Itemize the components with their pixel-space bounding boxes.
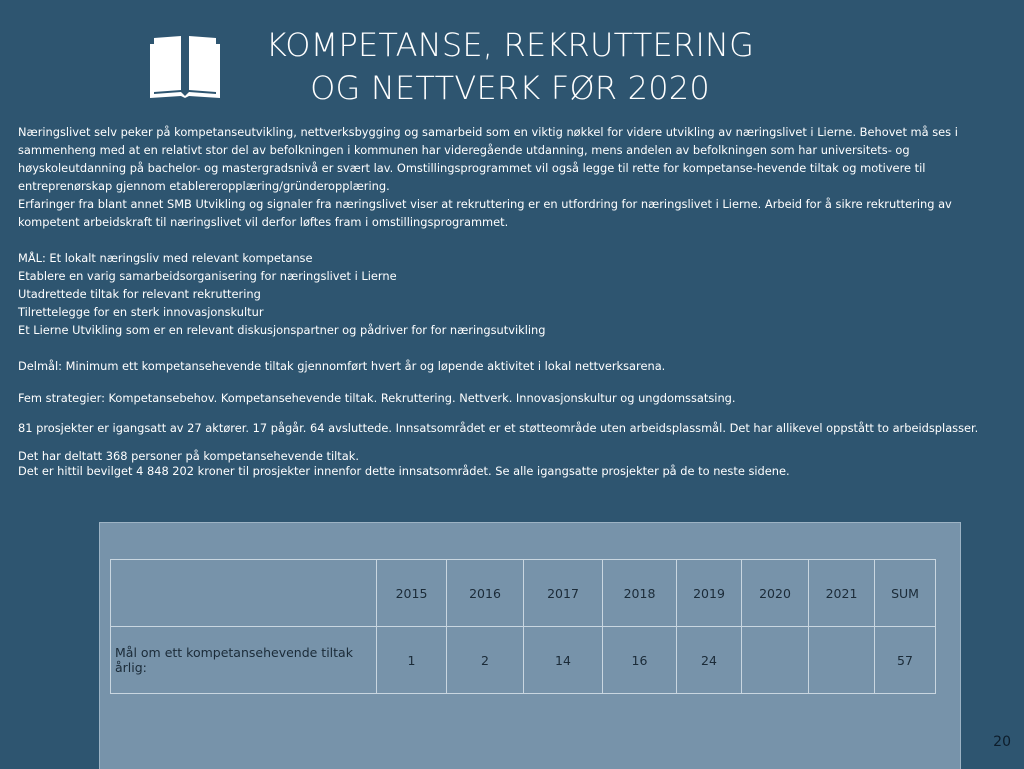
title-line-2: OG NETTVERK FØR 2020 — [310, 69, 710, 107]
table-cell: 57 — [875, 627, 936, 694]
table-panel — [99, 522, 961, 769]
goal-heading: MÅL: Et lokalt næringsliv med relevant kompetanse — [18, 251, 313, 265]
table-cell: 14 — [524, 627, 603, 694]
goal-item: Etablere en varig samarbeidsorganisering for næringslivet i Lierne — [18, 269, 397, 283]
table-header-row — [111, 560, 936, 627]
table-header-cell: 2021 — [809, 560, 875, 627]
table-header-cell: 2018 — [603, 560, 677, 627]
table-header-cell — [111, 560, 377, 627]
table-cell — [809, 627, 875, 694]
goal-item: Tilrettelegge for en sterk innovasjonskultur — [18, 305, 264, 319]
goal-item: Utadrettede tiltak for relevant rekruttering — [18, 287, 261, 301]
recruitment-paragraph: Erfaringer fra blant annet SMB Utvikling og signaler fra næringslivet viser at rekruttering er en utfordring for næringslivet i Lierne. Arbeid for å sikre rekruttering av kompetent arbeidskraft til næringslivet vil derfor løftes fram i omstillingsprogrammet. — [18, 197, 952, 229]
open-book-icon — [150, 32, 220, 98]
table-header-cell: 2019 — [677, 560, 742, 627]
table-header-cell: 2016 — [447, 560, 524, 627]
body-text — [18, 123, 1014, 479]
table-header-cell: 2017 — [524, 560, 603, 627]
projects-summary: 81 prosjekter er igangsatt av 27 aktører. 17 pågår. 64 avsluttede. Innsatsområdet er et støtteområde uten arbeidsplassmål. Det har allikevel oppstått to arbeidsplasser. — [18, 421, 979, 435]
goal-item: Et Lierne Utvikling som er en relevant diskusjonspartner og pådriver for for næringsutvikling — [18, 323, 546, 337]
strategies: Fem strategier: Kompetansebehov. Kompetansehevende tiltak. Rekruttering. Nettverk. Innovasjonskultur og ungdomssatsing. — [18, 391, 736, 405]
table-row-label: Mål om ett kompetansehevende tiltak årlig: — [111, 627, 377, 694]
table-header-cell: 2020 — [742, 560, 809, 627]
table-cell: 24 — [677, 627, 742, 694]
title-line-1: KOMPETANSE, REKRUTTERING — [265, 26, 755, 64]
table-cell: 16 — [603, 627, 677, 694]
table-row — [111, 627, 936, 694]
intro-paragraph: Næringslivet selv peker på kompetanseutvikling, nettverksbygging og samarbeid som en viktig nøkkel for videre utvikling av næringslivet i Lierne. Behovet må ses i sammenheng med at en relativt stor del av befolkningen i kommunen har videregående utdanning, mens andelen av befolkningen som har universitets- og høyskoleutdanning på bachelor- og mastergradsnivå er svært lav. Omstillingsprogrammet vil også legge til rette for kompetanse-hevende tiltak og motivere til entreprenørskap gjennom etablereropplæring/gründeropplæring. — [18, 125, 958, 193]
page-title — [230, 24, 790, 110]
table-cell — [742, 627, 809, 694]
table-cell: 1 — [377, 627, 447, 694]
goals-table — [110, 559, 936, 694]
table-cell: 2 — [447, 627, 524, 694]
table-header-cell: 2015 — [377, 560, 447, 627]
granted-summary: Det er hittil bevilget 4 848 202 kroner til prosjekter innenfor dette innsatsområdet. Se alle igangsatte prosjekter på de to neste sidene. — [18, 464, 790, 478]
sub-goal: Delmål: Minimum ett kompetansehevende tiltak gjennomført hvert år og løpende aktivitet i lokal nettverksarena. — [18, 359, 666, 373]
participants-summary: Det har deltatt 368 personer på kompetansehevende tiltak. — [18, 449, 359, 463]
table-header-cell: SUM — [875, 560, 936, 627]
page-number: 20 — [993, 734, 1011, 750]
